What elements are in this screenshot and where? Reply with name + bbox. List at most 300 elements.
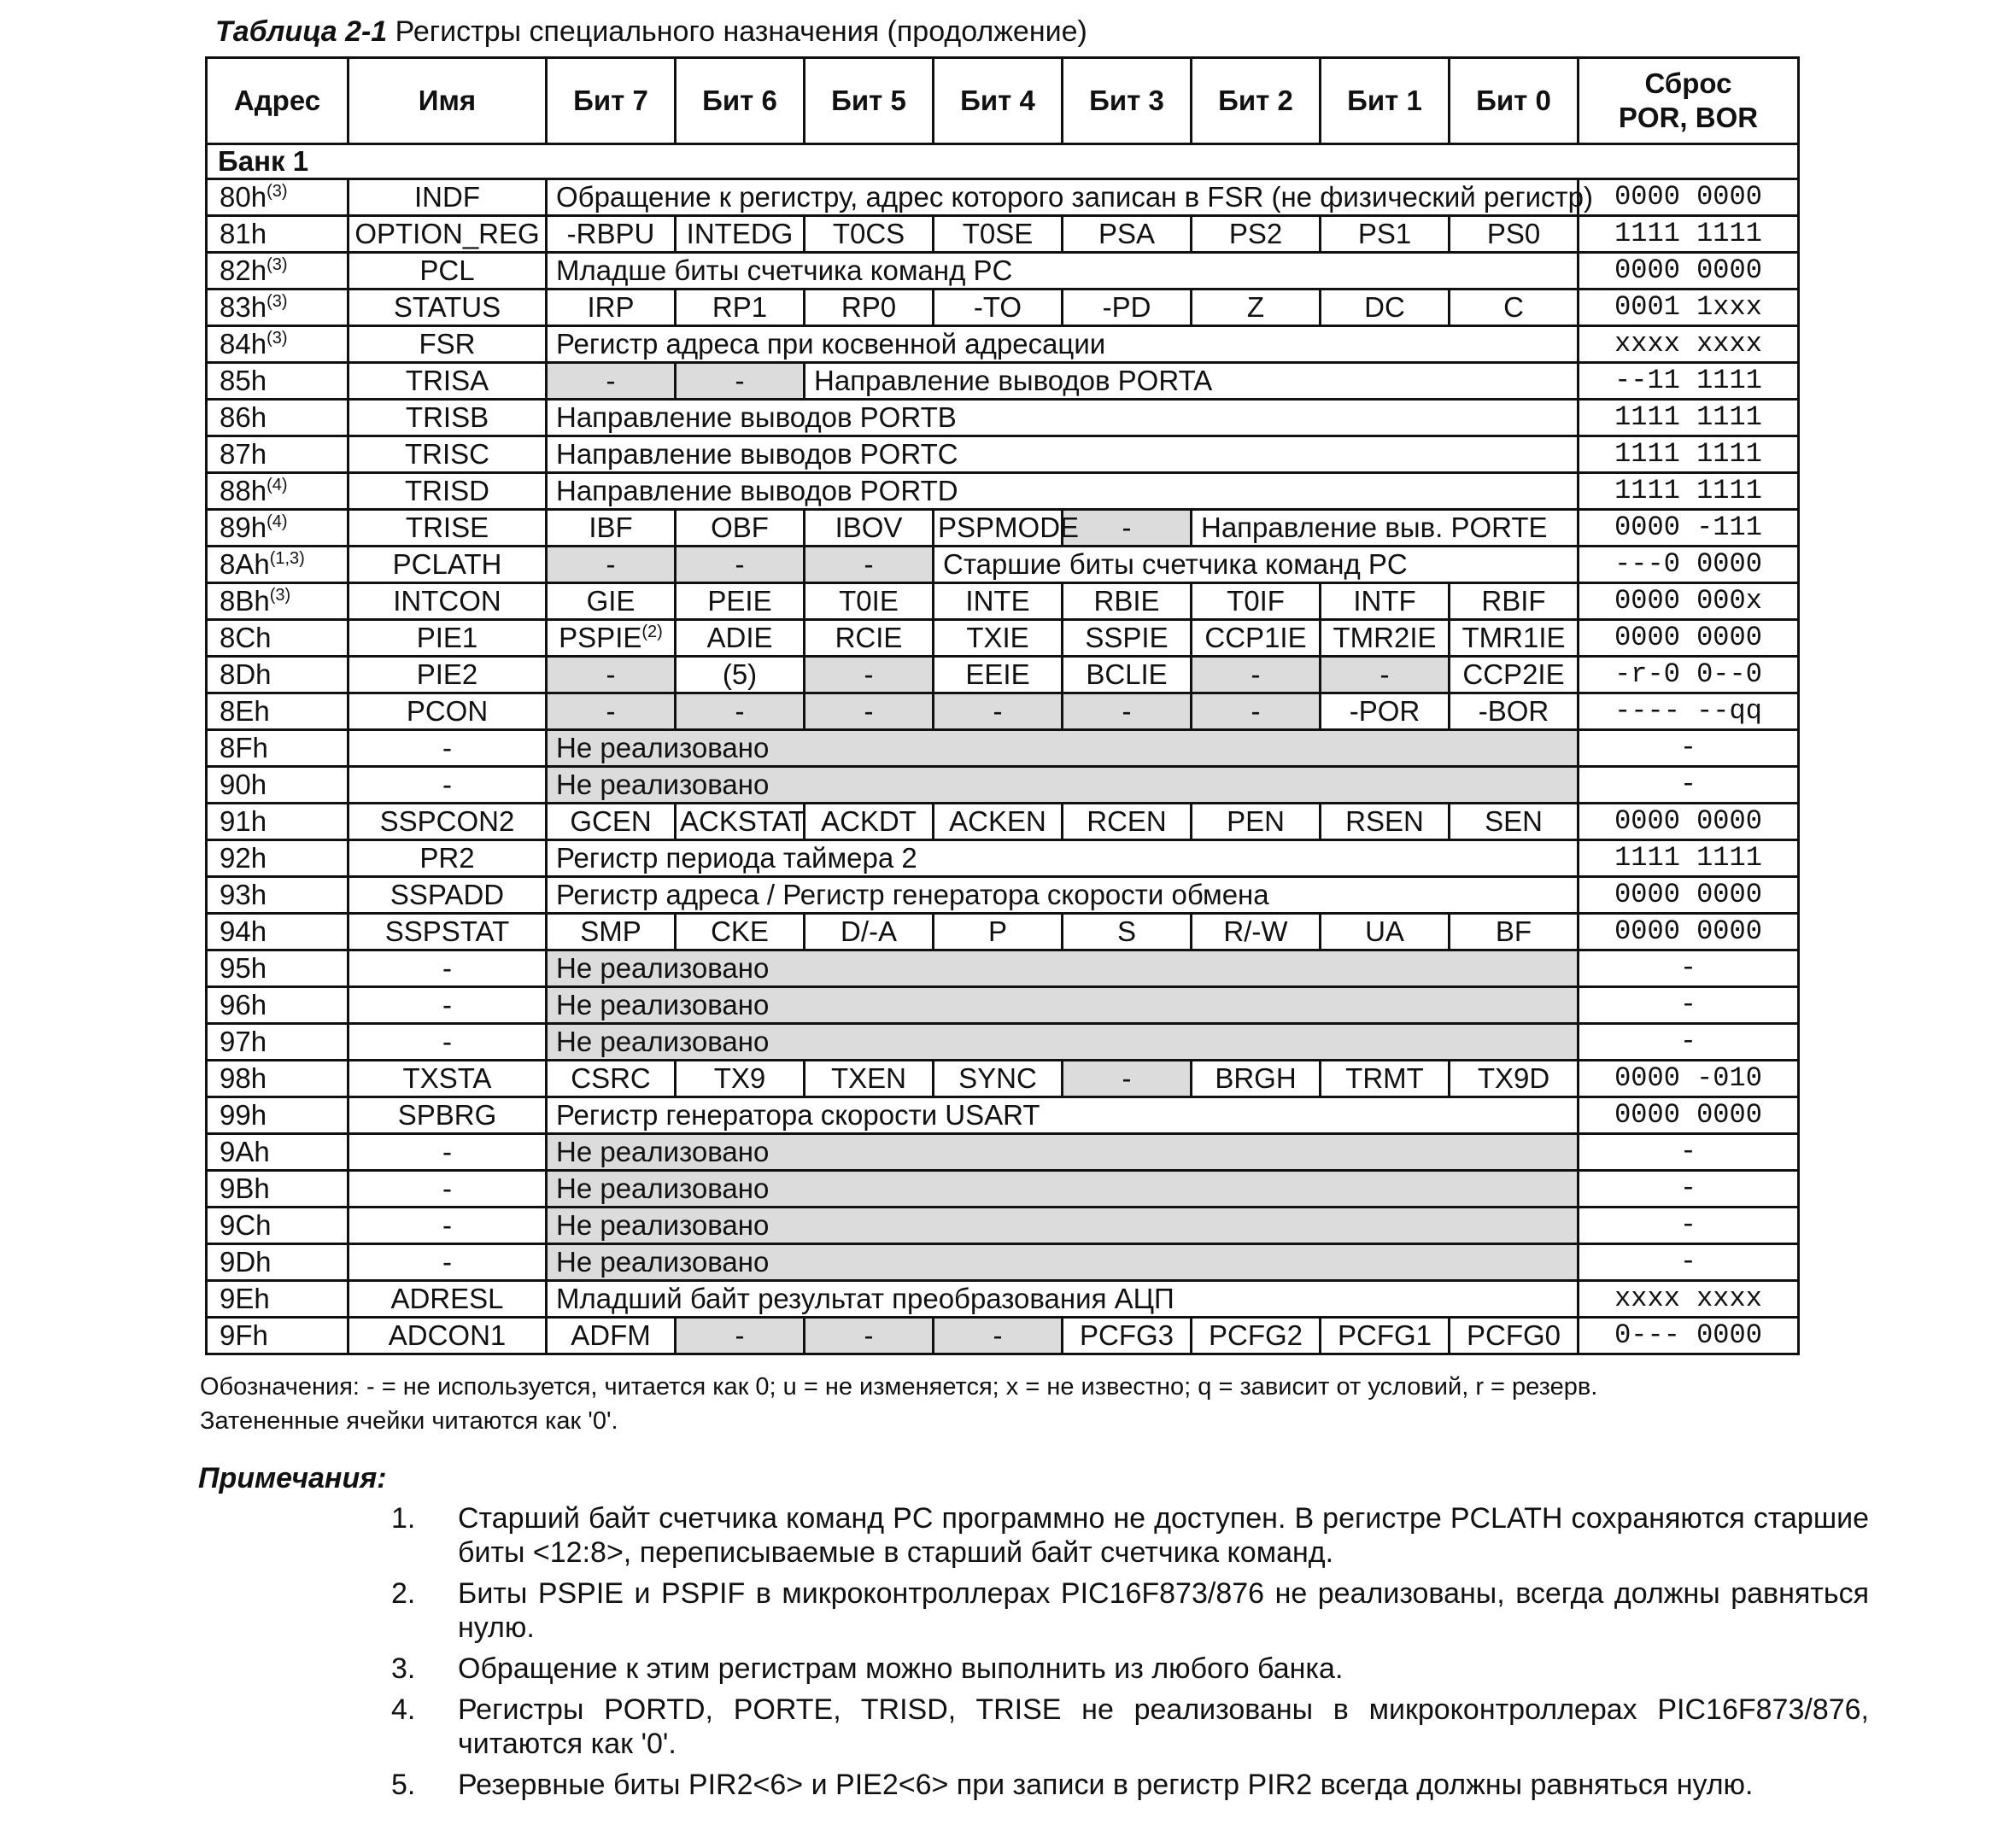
register-table xyxy=(205,56,1800,1355)
bit-cell xyxy=(1450,583,1579,620)
cell-text: PCFG0 xyxy=(1466,1319,1561,1351)
register-address xyxy=(207,253,349,289)
register-name: - xyxy=(349,950,547,987)
register-address-text: 90h xyxy=(220,769,267,800)
bank-row xyxy=(207,144,1799,179)
cell-text: Старшие биты счетчика команд PC xyxy=(943,548,1408,580)
cell-text: Не реализовано xyxy=(556,769,770,800)
cell-text: RBIE xyxy=(1093,585,1160,617)
register-address xyxy=(207,179,349,216)
bit-cell xyxy=(676,657,805,693)
cell-text: SSPIE xyxy=(1085,622,1169,653)
cell-text: ACKSTAT xyxy=(680,805,806,837)
register-address xyxy=(207,363,349,400)
register-address xyxy=(207,436,349,473)
bit-cell xyxy=(547,547,676,583)
bit-cell xyxy=(676,510,805,547)
register-address-text: 99h xyxy=(220,1099,267,1131)
table-row xyxy=(207,767,1799,804)
cell-text: CKE xyxy=(711,915,769,947)
note-reference: (3) xyxy=(267,182,288,201)
register-address-text: 97h xyxy=(220,1026,267,1057)
bit-cell xyxy=(805,1318,934,1354)
note-reference: (3) xyxy=(267,292,288,311)
bit-cell xyxy=(1450,620,1579,657)
register-address xyxy=(207,804,349,840)
reset-value: 0000 0000 xyxy=(1579,179,1799,216)
bit-cell xyxy=(1063,510,1192,547)
reset-value: - xyxy=(1579,1171,1799,1208)
cell-text: CCP2IE xyxy=(1462,658,1565,690)
bit-cell xyxy=(805,1061,934,1097)
bit-cell xyxy=(547,583,676,620)
legend xyxy=(200,1370,1597,1438)
bit-cell xyxy=(676,547,805,583)
header-bit-3: Бит 3 xyxy=(1063,58,1192,144)
header-name: Имя xyxy=(349,58,547,144)
register-name: TRISA xyxy=(349,363,547,400)
table-header xyxy=(207,58,1799,144)
bit-cell xyxy=(1063,914,1192,950)
bit-cell xyxy=(1063,804,1192,840)
register-description xyxy=(547,179,1593,216)
register-address xyxy=(207,216,349,253)
header-bit-6: Бит 6 xyxy=(676,58,805,144)
register-address xyxy=(207,510,349,547)
bit-cell xyxy=(676,620,805,657)
reset-value: 1111 1111 xyxy=(1579,436,1799,473)
register-address xyxy=(207,1281,349,1318)
bit-cell xyxy=(676,583,805,620)
table-row xyxy=(207,657,1799,693)
legend-line: Затененные ячейки читаются как '0'. xyxy=(200,1407,618,1435)
note-text: Регистры PORTD, PORTE, TRISD, TRISE не реализованы в микроконтроллерах PIC16F873/876, читаются как '0'. xyxy=(458,1693,1869,1760)
reset-value: - xyxy=(1579,730,1799,767)
table-row xyxy=(207,473,1799,510)
cell-text: -PD xyxy=(1102,291,1151,323)
cell-text: - xyxy=(735,548,745,580)
bit-cell xyxy=(1192,657,1321,693)
cell-text: PCFG1 xyxy=(1337,1319,1432,1351)
bit-cell xyxy=(676,216,805,253)
note-item xyxy=(391,1576,1869,1645)
cell-text: Младше биты счетчика команд PC xyxy=(556,254,1013,286)
table-caption-label: Таблица 2-1 xyxy=(215,15,388,48)
note-reference: (1,3) xyxy=(269,549,305,568)
cell-text: DC xyxy=(1364,291,1405,323)
register-address-text: 81h xyxy=(220,218,267,249)
bit-cell xyxy=(676,1061,805,1097)
bit-cell xyxy=(1192,216,1321,253)
cell-text: IRP xyxy=(587,291,635,323)
table-row xyxy=(207,804,1799,840)
bank-label: Банк 1 xyxy=(207,144,1799,179)
table-row xyxy=(207,1024,1799,1061)
bit-cell xyxy=(1321,289,1450,326)
table-row xyxy=(207,950,1799,987)
register-address xyxy=(207,1061,349,1097)
cell-text: T0IE xyxy=(839,585,899,617)
cell-text: BRGH xyxy=(1215,1062,1297,1094)
cell-text: Не реализовано xyxy=(556,732,770,763)
bit-cell xyxy=(676,1318,805,1354)
reset-value: 1111 1111 xyxy=(1579,400,1799,436)
bit-cell xyxy=(1063,693,1192,730)
register-description xyxy=(547,1244,1579,1281)
bit-cell xyxy=(934,657,1063,693)
cell-text: - xyxy=(864,548,874,580)
reset-value: xxxx xxxx xyxy=(1579,1281,1799,1318)
register-address xyxy=(207,547,349,583)
reset-value: 0000 0000 xyxy=(1579,1097,1799,1134)
reset-value: ---- --qq xyxy=(1579,693,1799,730)
bit-cell xyxy=(934,510,1080,547)
bit-cell xyxy=(805,693,934,730)
cell-text: Не реализовано xyxy=(556,989,770,1020)
note-reference: (3) xyxy=(267,255,288,274)
cell-text: PSA xyxy=(1098,218,1156,249)
register-address-text: 86h xyxy=(220,401,267,433)
cell-text: Регистр адреса при косвенной адресации xyxy=(556,328,1106,360)
bit-cell xyxy=(676,289,805,326)
register-address-text: 8Ah xyxy=(220,548,270,580)
register-description xyxy=(547,877,1579,914)
bit-cell xyxy=(1321,216,1450,253)
register-address xyxy=(207,914,349,950)
cell-text: SYNC xyxy=(958,1062,1037,1094)
table-row xyxy=(207,987,1799,1024)
register-description xyxy=(547,730,1579,767)
register-address xyxy=(207,730,349,767)
header-bit-4: Бит 4 xyxy=(934,58,1063,144)
bit-cell xyxy=(1192,620,1321,657)
bit-cell xyxy=(805,289,934,326)
cell-text: -TO xyxy=(973,291,1022,323)
cell-text: TRMT xyxy=(1345,1062,1424,1094)
table-row xyxy=(207,363,1799,400)
table-body xyxy=(207,144,1799,1354)
note-number: 5. xyxy=(391,1769,416,1801)
cell-text: - xyxy=(606,658,616,690)
register-address xyxy=(207,840,349,877)
cell-text: PCFG2 xyxy=(1208,1319,1303,1351)
cell-text: P xyxy=(987,915,1007,947)
cell-text: SEN xyxy=(1485,805,1543,837)
cell-text: S xyxy=(1116,915,1136,947)
register-address-text: 83h xyxy=(220,291,267,323)
note-item xyxy=(391,1652,1869,1686)
register-name: INTCON xyxy=(349,583,547,620)
register-name: STATUS xyxy=(349,289,547,326)
table-row xyxy=(207,547,1799,583)
note-number: 1. xyxy=(391,1502,416,1535)
bit-cell xyxy=(547,620,676,657)
cell-text: RP1 xyxy=(712,291,768,323)
bit-cell xyxy=(1450,1318,1579,1354)
cell-text: Не реализовано xyxy=(556,1209,770,1241)
bit-cell xyxy=(1063,1318,1192,1354)
cell-text: Не реализовано xyxy=(556,952,770,984)
register-name: SSPSTAT xyxy=(349,914,547,950)
cell-text: - xyxy=(1122,695,1132,727)
bit-cell xyxy=(1192,1318,1321,1354)
cell-text: CSRC xyxy=(571,1062,651,1094)
bit-cell xyxy=(1063,620,1192,657)
table-row xyxy=(207,436,1799,473)
cell-text: - xyxy=(864,1319,874,1351)
header-reset-line2: POR, BOR xyxy=(1618,102,1759,133)
register-address-text: 88h xyxy=(220,475,267,506)
cell-text: PSPMODE xyxy=(938,512,1080,543)
register-description xyxy=(547,1208,1579,1244)
bit-cell xyxy=(1063,1061,1192,1097)
register-description xyxy=(547,400,1579,436)
cell-text: D/-A xyxy=(841,915,897,947)
table-row xyxy=(207,326,1799,363)
register-description xyxy=(547,1024,1579,1061)
cell-text: - xyxy=(735,365,745,396)
register-description xyxy=(805,363,1579,400)
bit-cell xyxy=(547,1318,676,1354)
bit-cell xyxy=(1321,657,1450,693)
cell-text: RSEN xyxy=(1345,805,1424,837)
cell-text: Регистр генератора скорости USART xyxy=(556,1099,1040,1131)
note-number: 2. xyxy=(391,1577,416,1610)
header-reset xyxy=(1579,58,1799,144)
bit-cell xyxy=(934,289,1063,326)
bit-cell xyxy=(934,583,1063,620)
bit-cell xyxy=(1450,693,1579,730)
register-address-text: 9Bh xyxy=(220,1173,270,1204)
cell-text: Направление выв. PORTE xyxy=(1201,512,1548,543)
register-address xyxy=(207,950,349,987)
register-address-text: 91h xyxy=(220,805,267,837)
note-item xyxy=(391,1501,1869,1570)
register-name: TRISE xyxy=(349,510,547,547)
cell-text: INTEDG xyxy=(686,218,794,249)
reset-value: 0001 1xxx xyxy=(1579,289,1799,326)
bit-cell xyxy=(547,363,676,400)
cell-text: RBIF xyxy=(1481,585,1546,617)
bit-cell xyxy=(1063,216,1192,253)
reset-value: --11 1111 xyxy=(1579,363,1799,400)
register-address-text: 9Dh xyxy=(220,1246,272,1278)
cell-text: - xyxy=(1251,658,1261,690)
bit-cell xyxy=(805,914,934,950)
cell-text: TMR2IE xyxy=(1333,622,1437,653)
cell-text: RP0 xyxy=(841,291,897,323)
reset-value: 1111 1111 xyxy=(1579,216,1799,253)
cell-text: UA xyxy=(1365,915,1404,947)
cell-text: Регистр адреса / Регистр генератора скорости обмена xyxy=(556,879,1269,910)
bit-cell xyxy=(1321,693,1450,730)
cell-text: Не реализовано xyxy=(556,1136,770,1167)
bit-cell xyxy=(1321,914,1450,950)
cell-text: EEIE xyxy=(965,658,1030,690)
table-row xyxy=(207,840,1799,877)
cell-text: -BOR xyxy=(1478,695,1549,727)
register-name: - xyxy=(349,1208,547,1244)
note-text: Старший байт счетчика команд PC программно не доступен. В регистре PCLATH сохраняются старшие биты <12:8>, переписываемые в старший байт счетчика команд. xyxy=(458,1502,1869,1569)
cell-text: INTE xyxy=(965,585,1030,617)
reset-value: 0000 0000 xyxy=(1579,253,1799,289)
cell-text: -POR xyxy=(1349,695,1420,727)
register-name: PIE1 xyxy=(349,620,547,657)
header-bit-5: Бит 5 xyxy=(805,58,934,144)
register-address xyxy=(207,1097,349,1134)
bit-cell xyxy=(1063,289,1192,326)
header-row xyxy=(207,58,1799,144)
note-item xyxy=(391,1768,1869,1802)
register-name: SSPADD xyxy=(349,877,547,914)
register-description xyxy=(547,1097,1579,1134)
bit-cell xyxy=(805,804,934,840)
cell-text: T0SE xyxy=(962,218,1034,249)
bit-cell xyxy=(547,289,676,326)
reset-value: - xyxy=(1579,1244,1799,1281)
bit-cell xyxy=(1063,583,1192,620)
cell-text: TMR1IE xyxy=(1461,622,1566,653)
cell-text: INTF xyxy=(1353,585,1416,617)
reset-value: 0000 0000 xyxy=(1579,877,1799,914)
register-name: PIE2 xyxy=(349,657,547,693)
register-description xyxy=(547,767,1579,804)
reset-value: - xyxy=(1579,1024,1799,1061)
bit-cell xyxy=(1321,1318,1450,1354)
register-address-text: 9Fh xyxy=(220,1319,268,1351)
bit-cell xyxy=(1450,289,1579,326)
cell-text: RCIE xyxy=(835,622,903,653)
reset-value: - xyxy=(1579,767,1799,804)
register-address xyxy=(207,473,349,510)
register-name: - xyxy=(349,1134,547,1171)
bit-cell xyxy=(547,657,676,693)
bit-cell xyxy=(805,620,934,657)
bit-cell xyxy=(934,216,1063,253)
register-name: - xyxy=(349,730,547,767)
cell-text: PSPIE xyxy=(559,622,642,653)
reset-value: 0000 -111 xyxy=(1579,510,1799,547)
register-address xyxy=(207,1208,349,1244)
cell-text: RCEN xyxy=(1087,805,1167,837)
cell-text: T0CS xyxy=(832,218,905,249)
bit-cell xyxy=(1192,583,1321,620)
cell-text: (5) xyxy=(722,658,758,690)
bit-cell xyxy=(1192,289,1321,326)
table-row xyxy=(207,877,1799,914)
note-number: 4. xyxy=(391,1693,416,1726)
register-address-text: 8Fh xyxy=(220,732,268,763)
table-row xyxy=(207,583,1799,620)
register-address xyxy=(207,620,349,657)
register-name: - xyxy=(349,987,547,1024)
register-address xyxy=(207,1134,349,1171)
cell-text: -RBPU xyxy=(566,218,655,249)
cell-text: Z xyxy=(1246,291,1265,323)
reset-value: 0--- 0000 xyxy=(1579,1318,1799,1354)
note-reference: (2) xyxy=(641,623,663,641)
register-address-text: 9Ah xyxy=(220,1136,270,1167)
register-name: PCL xyxy=(349,253,547,289)
cell-text: R/-W xyxy=(1223,915,1288,947)
bit-cell xyxy=(547,914,676,950)
table-row xyxy=(207,1134,1799,1171)
table-row xyxy=(207,1244,1799,1281)
header-bit-7: Бит 7 xyxy=(547,58,676,144)
register-address-text: 94h xyxy=(220,915,267,947)
register-address-text: 80h xyxy=(220,181,267,213)
table-row xyxy=(207,1171,1799,1208)
note-item xyxy=(391,1693,1869,1761)
register-description xyxy=(547,1281,1579,1318)
cell-text: PCFG3 xyxy=(1079,1319,1174,1351)
cell-text: ADFM xyxy=(571,1319,651,1351)
cell-text: Направление выводов PORTA xyxy=(814,365,1213,396)
table-row xyxy=(207,289,1799,326)
register-address xyxy=(207,987,349,1024)
register-name: OPTION_REG xyxy=(349,216,547,253)
register-address xyxy=(207,583,349,620)
cell-text: T0IF xyxy=(1227,585,1285,617)
bit-cell xyxy=(805,510,934,547)
register-name: TRISC xyxy=(349,436,547,473)
bit-cell xyxy=(1450,914,1579,950)
register-address-text: 87h xyxy=(220,438,267,470)
reset-value: - xyxy=(1579,1208,1799,1244)
register-description xyxy=(547,253,1579,289)
bit-cell xyxy=(1450,1061,1579,1097)
register-address-text: 9Eh xyxy=(220,1283,270,1314)
bit-cell xyxy=(1321,804,1450,840)
register-description xyxy=(547,1171,1579,1208)
cell-text: - xyxy=(993,695,1003,727)
table-row xyxy=(207,400,1799,436)
table-row xyxy=(207,510,1799,547)
cell-text: BF xyxy=(1495,915,1532,947)
cell-text: PS0 xyxy=(1486,218,1541,249)
table-row xyxy=(207,1097,1799,1134)
bit-cell xyxy=(934,804,1063,840)
note-reference: (3) xyxy=(267,329,288,348)
bit-cell xyxy=(934,693,1063,730)
note-text: Биты PSPIE и PSPIF в микроконтроллерах PIC16F873/876 не реализованы, всегда должны равняться нулю. xyxy=(458,1577,1869,1644)
reset-value: - xyxy=(1579,987,1799,1024)
reset-value: 0000 0000 xyxy=(1579,804,1799,840)
register-address-text: 85h xyxy=(220,365,267,396)
register-address-text: 89h xyxy=(220,512,267,543)
cell-text: - xyxy=(864,658,874,690)
cell-text: PS2 xyxy=(1228,218,1283,249)
bit-cell xyxy=(1063,657,1192,693)
reset-value: 1111 1111 xyxy=(1579,840,1799,877)
bit-cell xyxy=(934,914,1063,950)
register-address xyxy=(207,1171,349,1208)
register-address-text: 95h xyxy=(220,952,267,984)
cell-text: ACKEN xyxy=(949,805,1046,837)
register-name: PCLATH xyxy=(349,547,547,583)
register-name: TRISB xyxy=(349,400,547,436)
table-row xyxy=(207,620,1799,657)
reset-value: ---0 0000 xyxy=(1579,547,1799,583)
register-address xyxy=(207,767,349,804)
bit-cell xyxy=(676,363,805,400)
cell-text: OBF xyxy=(711,512,769,543)
register-address-text: 9Ch xyxy=(220,1209,272,1241)
register-name: - xyxy=(349,1024,547,1061)
bit-cell xyxy=(934,1318,1063,1354)
cell-text: SMP xyxy=(580,915,641,947)
bit-cell xyxy=(934,1061,1063,1097)
